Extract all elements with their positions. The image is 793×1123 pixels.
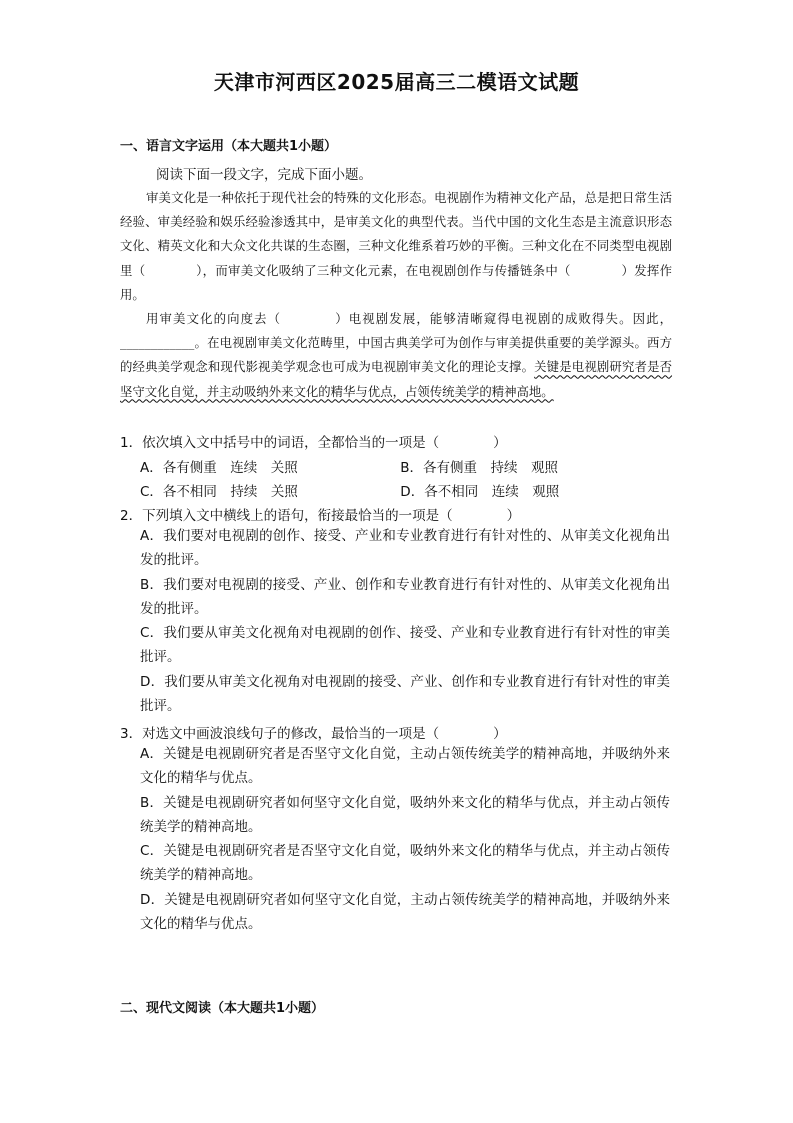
question-2-option-b[interactable]: B．我们要对电视剧的接受、产业、创作和专业教育进行有针对性的、从审美文化视角出发的批评。 bbox=[140, 577, 670, 618]
section-heading-language: 一、语言文字运用（本大题共1小题） bbox=[120, 139, 338, 154]
question-2-option-c[interactable]: C．我们要从审美文化视角对电视剧的创作、接受、产业和专业教育进行有针对性的审美批评。 bbox=[140, 625, 670, 666]
passage-paragraph-2-text: 用审美文化的向度去（ ）电视剧发展，能够清晰窥得电视剧的成败得失。因此，____________。在电视剧审美文化范畴里，中国古典美学可为创作与审美提供重要的美学源头。西方的经典美学观念和现代影视美学观念也可成为电视剧审美文化的理论支撑。 bbox=[120, 311, 672, 375]
question-2-option-a[interactable]: A．我们要对电视剧的创作、接受、产业和专业教育进行有针对性的、从审美文化视角出发的批评。 bbox=[140, 528, 670, 569]
question-1-option-a[interactable]: A．各有侧重 连续 关照 bbox=[140, 460, 298, 476]
passage-paragraph-1: 审美文化是一种依托于现代社会的特殊的文化形态。电视剧作为精神文化产品，总是把日常生活经验、审美经验和娱乐经验渗透其中，是审美文化的典型代表。当代中国的文化生态是主流意识形态文化、精英文化和大众文化共谋的生态圈，三种文化维系着巧妙的平衡。三种文化在不同类型电视剧里（ ），而审美文化吸纳了三种文化元素，在电视剧创作与传播链条中（ ）发挥作用。 bbox=[120, 190, 672, 302]
page-title: 天津市河西区2025届高三二模语文试题 bbox=[213, 70, 580, 94]
question-2-stem: 2．下列填入文中横线上的语句，衔接最恰当的一项是（ ） bbox=[120, 508, 521, 524]
question-3-option-a[interactable]: A．关键是电视剧研究者是否坚守文化自觉，主动占领传统美学的精神高地，并吸纳外来文化的精华与优点。 bbox=[140, 746, 670, 787]
section-heading-modern-reading: 二、现代文阅读（本大题共1小题） bbox=[120, 1001, 325, 1016]
question-3-stem: 3．对选文中画波浪线句子的修改，最恰当的一项是（ ） bbox=[120, 726, 507, 742]
question-1-option-d[interactable]: D．各不相同 连续 观照 bbox=[400, 484, 560, 500]
question-3-option-b[interactable]: B．关键是电视剧研究者如何坚守文化自觉，吸纳外来文化的精华与优点，并主动占领传统美学的精神高地。 bbox=[140, 795, 670, 836]
passage-paragraph-2 bbox=[120, 307, 672, 404]
question-3-option-c[interactable]: C．关键是电视剧研究者是否坚守文化自觉，吸纳外来文化的精华与优点，并主动占领传统美学的精神高地。 bbox=[140, 843, 670, 884]
question-1-option-c[interactable]: C．各不相同 持续 关照 bbox=[140, 484, 298, 500]
question-1-options-row-1 bbox=[140, 456, 558, 476]
question-1-stem: 1．依次填入文中括号中的词语，全都恰当的一项是（ ） bbox=[120, 435, 507, 451]
wavy-underlined-sentence: 关键是电视剧研究者是否坚守文化自觉，并主动吸纳外来文化的精华与优点，占领传统美学的精神高地。 bbox=[120, 359, 673, 399]
question-3-option-d[interactable]: D．关键是电视剧研究者如何坚守文化自觉，主动占领传统美学的精神高地，并吸纳外来文化的精华与优点。 bbox=[140, 892, 670, 933]
question-1-option-b[interactable]: B．各有侧重 持续 观照 bbox=[400, 460, 559, 476]
question-2-option-d[interactable]: D．我们要从审美文化视角对电视剧的接受、产业、创作和专业教育进行有针对性的审美批评。 bbox=[140, 674, 670, 715]
reading-instruction: 阅读下面一段文字，完成下面小题。 bbox=[156, 167, 372, 183]
question-1-options-row-2 bbox=[140, 480, 559, 500]
reading-passage bbox=[120, 186, 672, 404]
